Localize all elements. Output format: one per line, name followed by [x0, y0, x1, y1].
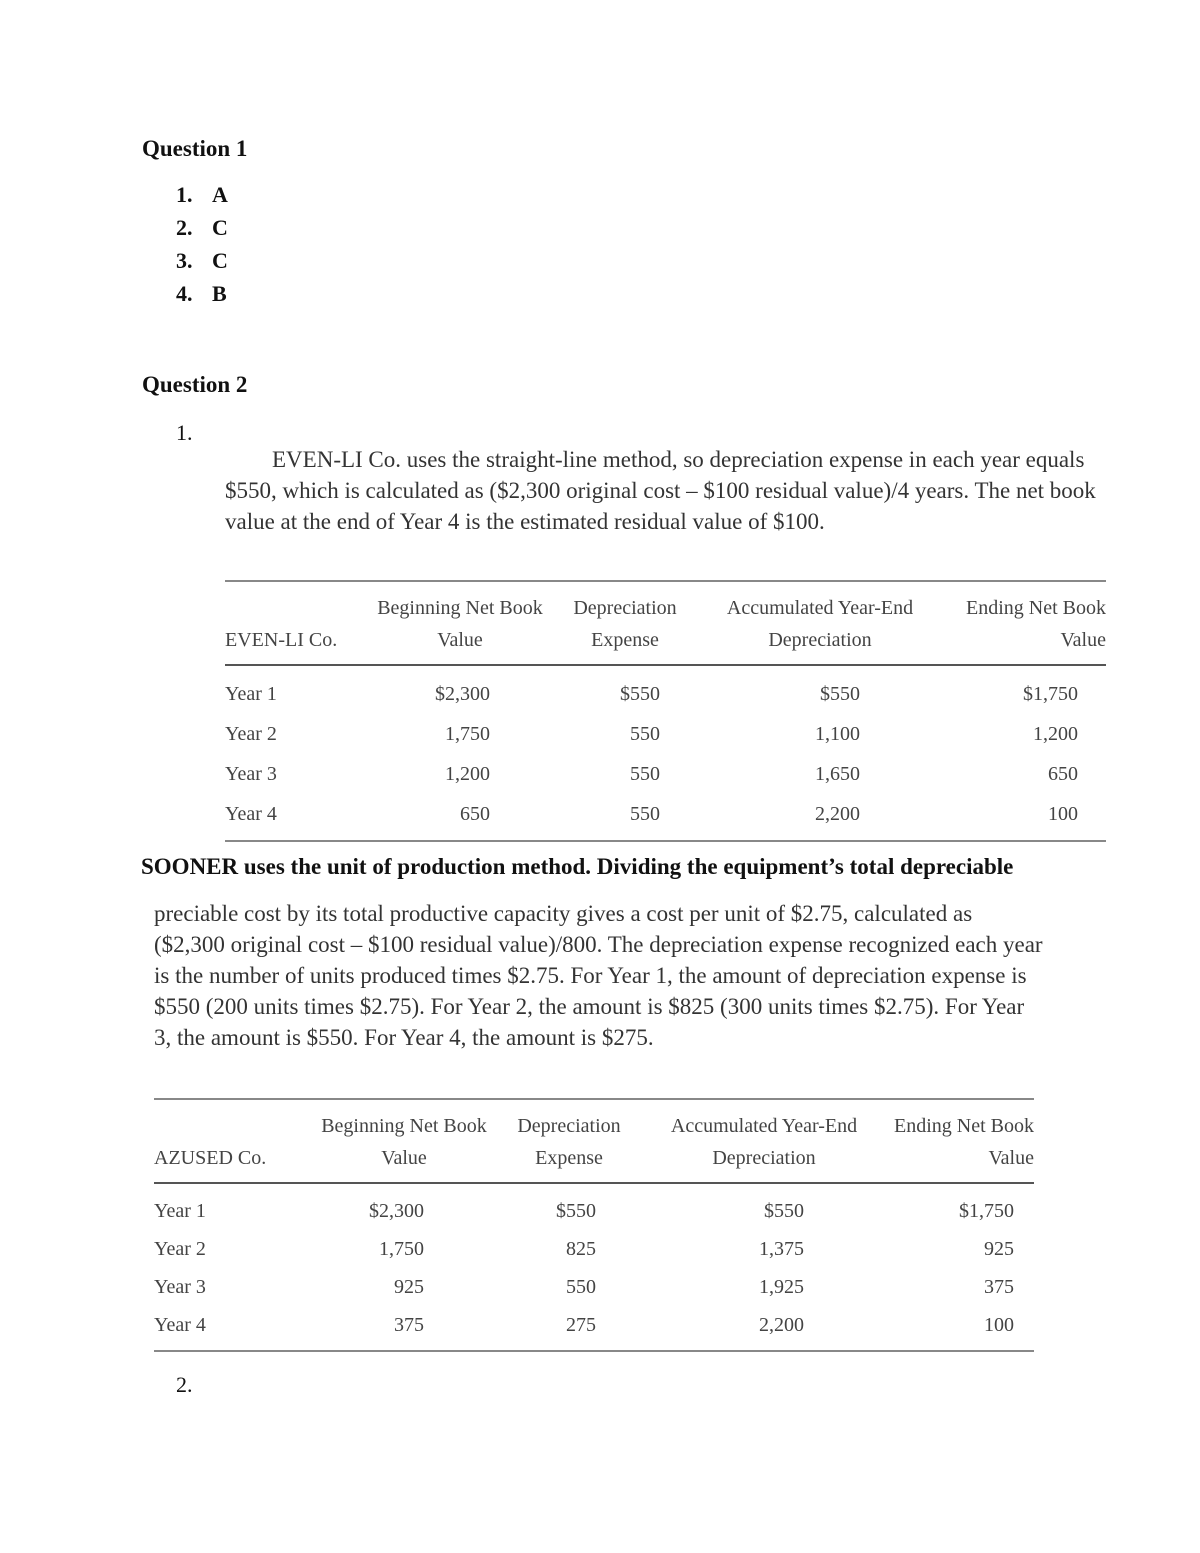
- table-cell: 375: [314, 1306, 494, 1351]
- table-row: [225, 794, 1106, 841]
- table-cell: $550: [545, 665, 705, 714]
- answer-item: 4. B: [176, 281, 227, 306]
- row-label: Year 1: [225, 665, 375, 714]
- table-cell: 1,925: [759, 1275, 804, 1298]
- sooner-explanation: preciable cost by its total productive capacity gives a cost per unit of $2.75, calculated as ($2,300 original cost – $100 residual value)/800. The depreciation expense recognized each year is the number of units produced times $2.75. For Year 1, the amount of depreciation expense is $550 (200 units times $2.75). For Year 2, the amount is $825 (300 units times $2.75). For Year 3, the amount is $550. For Year 4, the amount is $275.: [154, 901, 1043, 1050]
- column-header: Depreciation Expense: [517, 1115, 621, 1169]
- column-header: Accumulated Year-End Depreciation: [670, 1115, 858, 1169]
- table-cell: 925: [394, 1275, 424, 1298]
- item-number-1: 1.: [176, 420, 193, 445]
- column-header: EVEN-LI Co.: [225, 629, 338, 651]
- table-row: [225, 665, 1106, 714]
- table-cell: $550: [705, 665, 935, 714]
- table-cell: $2,300: [314, 1183, 494, 1230]
- table-row: [225, 714, 1106, 754]
- column-header: Ending Net Book Value: [966, 597, 1106, 651]
- column-header: Beginning Net Book Value: [321, 1115, 487, 1169]
- table-cell: 550: [566, 1275, 596, 1298]
- answer-item: 3. C: [176, 248, 228, 273]
- item-number-2: 2.: [176, 1372, 193, 1397]
- table-cell: 1,375: [759, 1237, 804, 1260]
- table-cell: 100: [935, 794, 1106, 841]
- answer-item: 1. A: [176, 182, 228, 207]
- row-label: Year 1: [154, 1183, 314, 1230]
- table-cell: 825: [566, 1237, 596, 1260]
- table-cell: $2,300: [375, 665, 545, 714]
- table-row: [154, 1230, 1034, 1268]
- row-label: Year 3: [154, 1275, 206, 1298]
- table-cell: $550: [644, 1183, 884, 1230]
- table-row: [154, 1306, 1034, 1351]
- row-label: Year 2: [225, 722, 277, 745]
- table-cell: $550: [494, 1183, 644, 1230]
- table-cell: 375: [984, 1275, 1014, 1298]
- table-cell: 275: [494, 1306, 644, 1351]
- column-header: AZUSED Co.: [154, 1147, 267, 1169]
- table-cell: $1,750: [935, 665, 1106, 714]
- table-cell: 1,750: [445, 722, 490, 745]
- table-row: [154, 1183, 1034, 1230]
- table-row: [154, 1268, 1034, 1306]
- table-cell: 1,200: [445, 762, 490, 785]
- column-header: Depreciation Expense: [573, 597, 677, 651]
- question-1-answers: [176, 182, 228, 314]
- table-cell: 650: [375, 794, 545, 841]
- row-label: Year 2: [154, 1237, 206, 1260]
- table-cell: 550: [630, 762, 660, 785]
- table-cell: 100: [884, 1306, 1034, 1351]
- table-cell: 2,200: [705, 794, 935, 841]
- table-cell: 550: [545, 794, 705, 841]
- column-header: Ending Net Book Value: [894, 1115, 1034, 1169]
- azused-depreciation-table: [154, 1098, 1034, 1352]
- table-cell: 925: [984, 1237, 1014, 1260]
- table-cell: 550: [630, 722, 660, 745]
- row-label: Year 4: [154, 1306, 314, 1351]
- row-label: Year 3: [225, 762, 277, 785]
- table-cell: 1,650: [815, 762, 860, 785]
- table-cell: 1,100: [815, 722, 860, 745]
- question-2-heading: Question 2: [142, 372, 248, 397]
- table-cell: 1,750: [379, 1237, 424, 1260]
- column-header: Accumulated Year-End Depreciation: [726, 597, 914, 651]
- table-cell: 650: [1048, 762, 1078, 785]
- sooner-method-line: SOONER uses the unit of production method. Dividing the equipment’s total depreciable: [141, 854, 1014, 879]
- table-cell: $1,750: [884, 1183, 1034, 1230]
- row-label: Year 4: [225, 794, 375, 841]
- table-cell: 1,200: [1033, 722, 1078, 745]
- table-cell: 2,200: [644, 1306, 884, 1351]
- even-li-depreciation-table: [225, 580, 1106, 842]
- answer-item: 2. C: [176, 215, 228, 240]
- table-row: [225, 754, 1106, 794]
- question-1-heading: Question 1: [142, 136, 248, 161]
- column-header: Beginning Net Book Value: [377, 597, 543, 651]
- even-li-explanation: EVEN-LI Co. uses the straight-line method, so depreciation expense in each year equals $550, which is calculated as ($2,300 original cost – $100 residual value)/4 years. The net book value at the end of Year 4 is the estimated residual value of $100.: [225, 447, 1096, 534]
